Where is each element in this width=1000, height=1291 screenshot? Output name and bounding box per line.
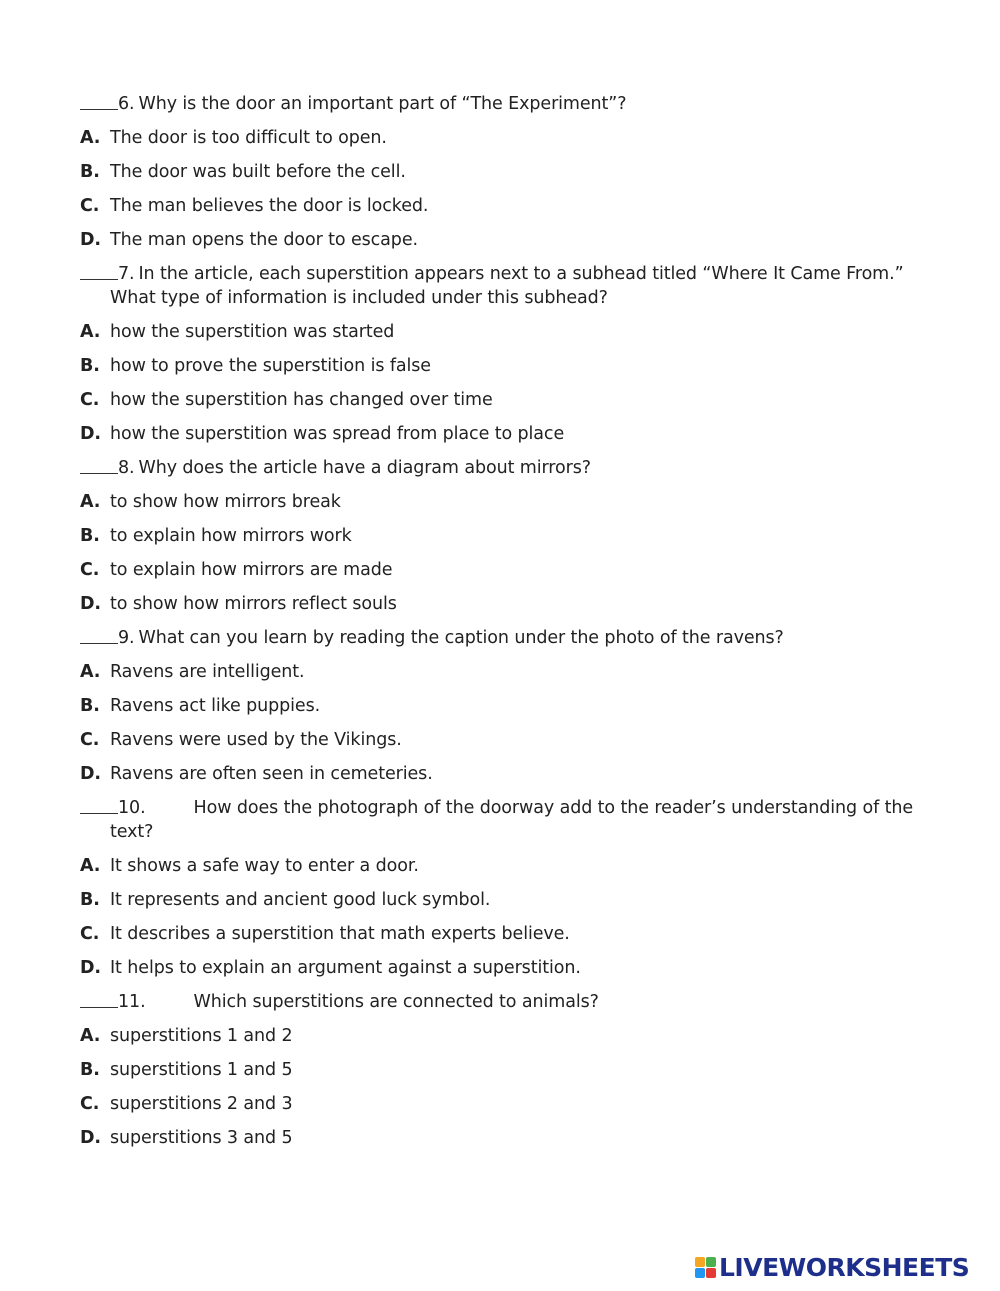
answer-option[interactable] xyxy=(80,160,920,184)
answer-option[interactable] xyxy=(80,490,920,514)
option-text: It shows a safe way to enter a door. xyxy=(110,856,419,876)
option-letter: B. xyxy=(80,356,100,376)
option-letter: B. xyxy=(80,162,100,182)
answer-option[interactable] xyxy=(80,922,920,946)
option-letter: D. xyxy=(80,594,101,614)
logo-square xyxy=(695,1257,705,1267)
option-text: to show how mirrors break xyxy=(110,492,341,512)
answer-option[interactable] xyxy=(80,660,920,684)
option-letter: C. xyxy=(80,560,100,580)
answer-option[interactable] xyxy=(80,228,920,252)
answer-blank[interactable] xyxy=(80,92,135,116)
option-letter: C. xyxy=(80,924,100,944)
question-text: Why is the door an important part of “The Experiment”? xyxy=(138,94,627,114)
logo-text: LIVEWORKSHEETS xyxy=(719,1253,970,1282)
answer-option[interactable] xyxy=(80,320,920,344)
question-stem xyxy=(80,262,920,310)
option-letter: C. xyxy=(80,730,100,750)
answer-option[interactable] xyxy=(80,1092,920,1116)
question-11 xyxy=(80,990,920,1150)
option-letter: B. xyxy=(80,526,100,546)
answer-option[interactable] xyxy=(80,558,920,582)
option-text: It describes a superstition that math experts believe. xyxy=(110,924,570,944)
answer-blank-line[interactable] xyxy=(80,796,118,814)
option-letter: A. xyxy=(80,492,101,512)
question-stem xyxy=(80,92,920,116)
option-text: Ravens act like puppies. xyxy=(110,696,321,716)
option-letter: B. xyxy=(80,696,100,716)
answer-option[interactable] xyxy=(80,1126,920,1150)
question-text: How does the photograph of the doorway add to the reader’s understanding of the text? xyxy=(110,798,914,842)
option-letter: C. xyxy=(80,196,100,216)
logo-square xyxy=(695,1268,705,1278)
question-8 xyxy=(80,456,920,616)
question-text: Which superstitions are connected to animals? xyxy=(193,992,599,1012)
answer-option[interactable] xyxy=(80,592,920,616)
option-text: superstitions 2 and 3 xyxy=(110,1094,293,1114)
answer-option[interactable] xyxy=(80,388,920,412)
option-letter: D. xyxy=(80,424,101,444)
option-text: to show how mirrors reflect souls xyxy=(110,594,397,614)
answer-option[interactable] xyxy=(80,126,920,150)
answer-option[interactable] xyxy=(80,194,920,218)
option-text: how the superstition was started xyxy=(110,322,395,342)
answer-option[interactable] xyxy=(80,422,920,446)
option-text: superstitions 1 and 2 xyxy=(110,1026,293,1046)
question-number: 7. xyxy=(118,264,135,284)
option-letter: D. xyxy=(80,958,101,978)
answer-blank[interactable] xyxy=(80,626,135,650)
answer-blank[interactable] xyxy=(80,456,135,480)
option-letter: A. xyxy=(80,1026,101,1046)
answer-option[interactable] xyxy=(80,694,920,718)
liveworksheets-logo xyxy=(695,1253,969,1282)
answer-blank-line[interactable] xyxy=(80,626,118,644)
answer-option[interactable] xyxy=(80,728,920,752)
option-text: superstitions 3 and 5 xyxy=(110,1128,293,1148)
question-number: 8. xyxy=(118,458,135,478)
question-number: 6. xyxy=(118,94,135,114)
logo-mark-icon xyxy=(695,1257,716,1278)
question-10 xyxy=(80,796,920,980)
option-text: Ravens were used by the Vikings. xyxy=(110,730,402,750)
question-number: 9. xyxy=(118,628,135,648)
option-text: The door is too difficult to open. xyxy=(110,128,387,148)
question-6 xyxy=(80,92,920,252)
option-letter: A. xyxy=(80,856,101,876)
answer-blank-line[interactable] xyxy=(80,456,118,474)
option-text: The man believes the door is locked. xyxy=(110,196,429,216)
option-text: The man opens the door to escape. xyxy=(110,230,418,250)
answer-blank-line[interactable] xyxy=(80,92,118,110)
question-stem xyxy=(80,990,920,1014)
option-letter: C. xyxy=(80,1094,100,1114)
question-text: Why does the article have a diagram about mirrors? xyxy=(138,458,591,478)
option-letter: D. xyxy=(80,1128,101,1148)
option-letter: C. xyxy=(80,390,100,410)
logo-square xyxy=(706,1268,716,1278)
answer-blank-line[interactable] xyxy=(80,990,118,1008)
answer-option[interactable] xyxy=(80,762,920,786)
option-text: It helps to explain an argument against a superstition. xyxy=(110,958,581,978)
option-text: superstitions 1 and 5 xyxy=(110,1060,293,1080)
answer-option[interactable] xyxy=(80,1024,920,1048)
answer-option[interactable] xyxy=(80,524,920,548)
option-text: Ravens are often seen in cemeteries. xyxy=(110,764,433,784)
question-number: 11. xyxy=(118,992,146,1012)
question-list xyxy=(80,92,920,1160)
option-text: how the superstition was spread from place to place xyxy=(110,424,565,444)
answer-option[interactable] xyxy=(80,1058,920,1082)
option-text: Ravens are intelligent. xyxy=(110,662,305,682)
option-letter: B. xyxy=(80,890,100,910)
option-letter: D. xyxy=(80,764,101,784)
option-text: to explain how mirrors work xyxy=(110,526,352,546)
answer-option[interactable] xyxy=(80,354,920,378)
question-number: 10. xyxy=(118,798,146,818)
question-text: What can you learn by reading the caption under the photo of the ravens? xyxy=(138,628,784,648)
option-text: how to prove the superstition is false xyxy=(110,356,431,376)
question-stem xyxy=(80,456,920,480)
question-stem xyxy=(80,626,920,650)
answer-blank[interactable] xyxy=(80,990,146,1014)
question-7 xyxy=(80,262,920,446)
answer-blank[interactable] xyxy=(80,796,146,820)
question-stem xyxy=(80,796,920,844)
logo-square xyxy=(706,1257,716,1267)
option-letter: B. xyxy=(80,1060,100,1080)
answer-option[interactable] xyxy=(80,854,920,878)
question-text: In the article, each superstition appears next to a subhead titled “Where It Came From.” What type of information is included under this subhead? xyxy=(110,264,904,308)
answer-option[interactable] xyxy=(80,956,920,980)
option-text: It represents and ancient good luck symbol. xyxy=(110,890,491,910)
answer-option[interactable] xyxy=(80,888,920,912)
option-letter: A. xyxy=(80,322,101,342)
option-text: The door was built before the cell. xyxy=(110,162,406,182)
answer-blank[interactable] xyxy=(80,262,135,286)
option-letter: D. xyxy=(80,230,101,250)
option-text: how the superstition has changed over time xyxy=(110,390,493,410)
option-text: to explain how mirrors are made xyxy=(110,560,393,580)
answer-blank-line[interactable] xyxy=(80,262,118,280)
option-letter: A. xyxy=(80,662,101,682)
option-letter: A. xyxy=(80,128,101,148)
question-9 xyxy=(80,626,920,786)
